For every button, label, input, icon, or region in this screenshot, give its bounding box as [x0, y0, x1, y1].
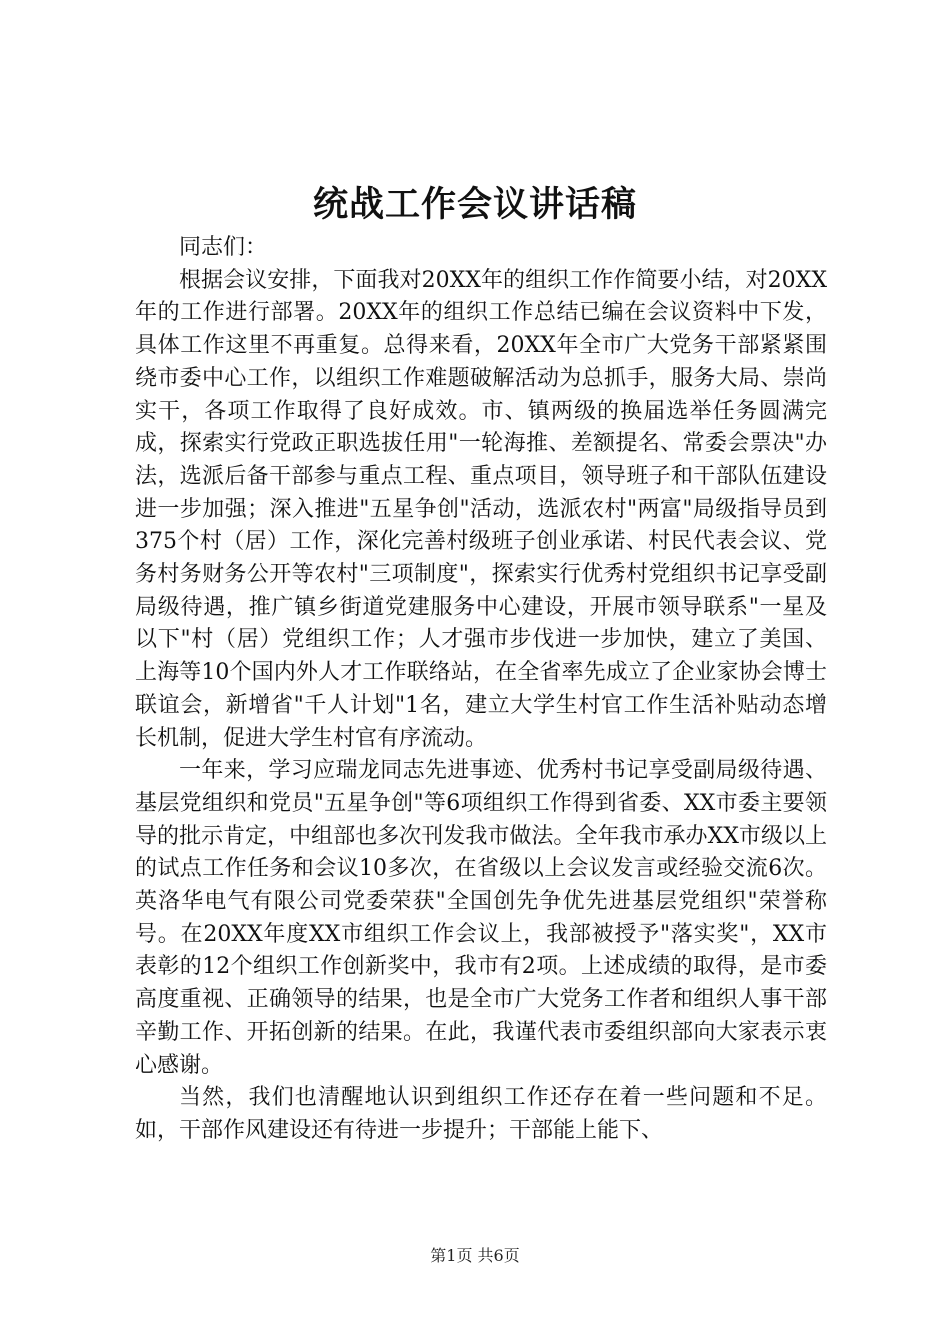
document-body: [135, 232, 827, 1148]
paragraph-2: 一年来，学习应瑞龙同志先进事迹、优秀村书记享受副局级待遇、基层党组织和党员"五星争创"等6项组织工作得到省委、XX市委主要领导的批示肯定，中组部也多次刊发我市做法。全年我市承办XX市级以上的试点工作任务和会议10多次，在省级以上会议发言或经验交流6次。英洛华电气有限公司党委荣获"全国创先争优先进基层党组织"荣誉称号。在20XX年度XX市组织工作会议上，我部被授予"落实奖"，XX市表彰的12个组织工作创新奖中，我市有2项。上述成绩的取得，是市委高度重视、正确领导的结果，也是全市广大党务工作者和组织人事干部辛勤工作、开拓创新的结果。在此，我谨代表市委组织部向大家表示衷心感谢。: [135, 758, 827, 1078]
greeting-line: 同志们：: [179, 235, 268, 260]
page-number-footer: 第1页 共6页: [430, 1246, 520, 1265]
paragraph-3: 当然，我们也清醒地认识到组织工作还存在着一些问题和不足。如，干部作风建设还有待进一步提升；干部能上能下、: [135, 1085, 827, 1143]
paragraph-1: 根据会议安排，下面我对20XX年的组织工作作简要小结，对20XX年的工作进行部署。20XX年的组织工作总结已编在会议资料中下发，具体工作这里不再重复。总得来看，20XX年全市广大党务干部紧紧围绕市委中心工作，以组织工作难题破解活动为总抓手，服务大局、崇尚实干，各项工作取得了良好成效。市、镇两级的换届选举任务圆满完成，探索实行党政正职选拔任用"一轮海推、差额提名、常委会票决"办法，选派后备干部参与重点工程、重点项目，领导班子和干部队伍建设进一步加强；深入推进"五星争创"活动，选派农村"两富"局级指导员到375个村（居）工作，深化完善村级班子创业承诺、村民代表会议、党务村务财务公开等农村"三项制度"，探索实行优秀村党组织书记享受副局级待遇，推广镇乡街道党建服务中心建设，开展市领导联系"一星及以下"村（居）党组织工作；人才强市步伐进一步加快，建立了美国、上海等10个国内外人才工作联络站，在全省率先成立了企业家协会博士联谊会，新增省"千人计划"1名，建立大学生村官工作生活补贴动态增长机制，促进大学生村官有序流动。: [135, 267, 827, 751]
document-title: 统战工作会议讲话稿: [312, 184, 637, 225]
